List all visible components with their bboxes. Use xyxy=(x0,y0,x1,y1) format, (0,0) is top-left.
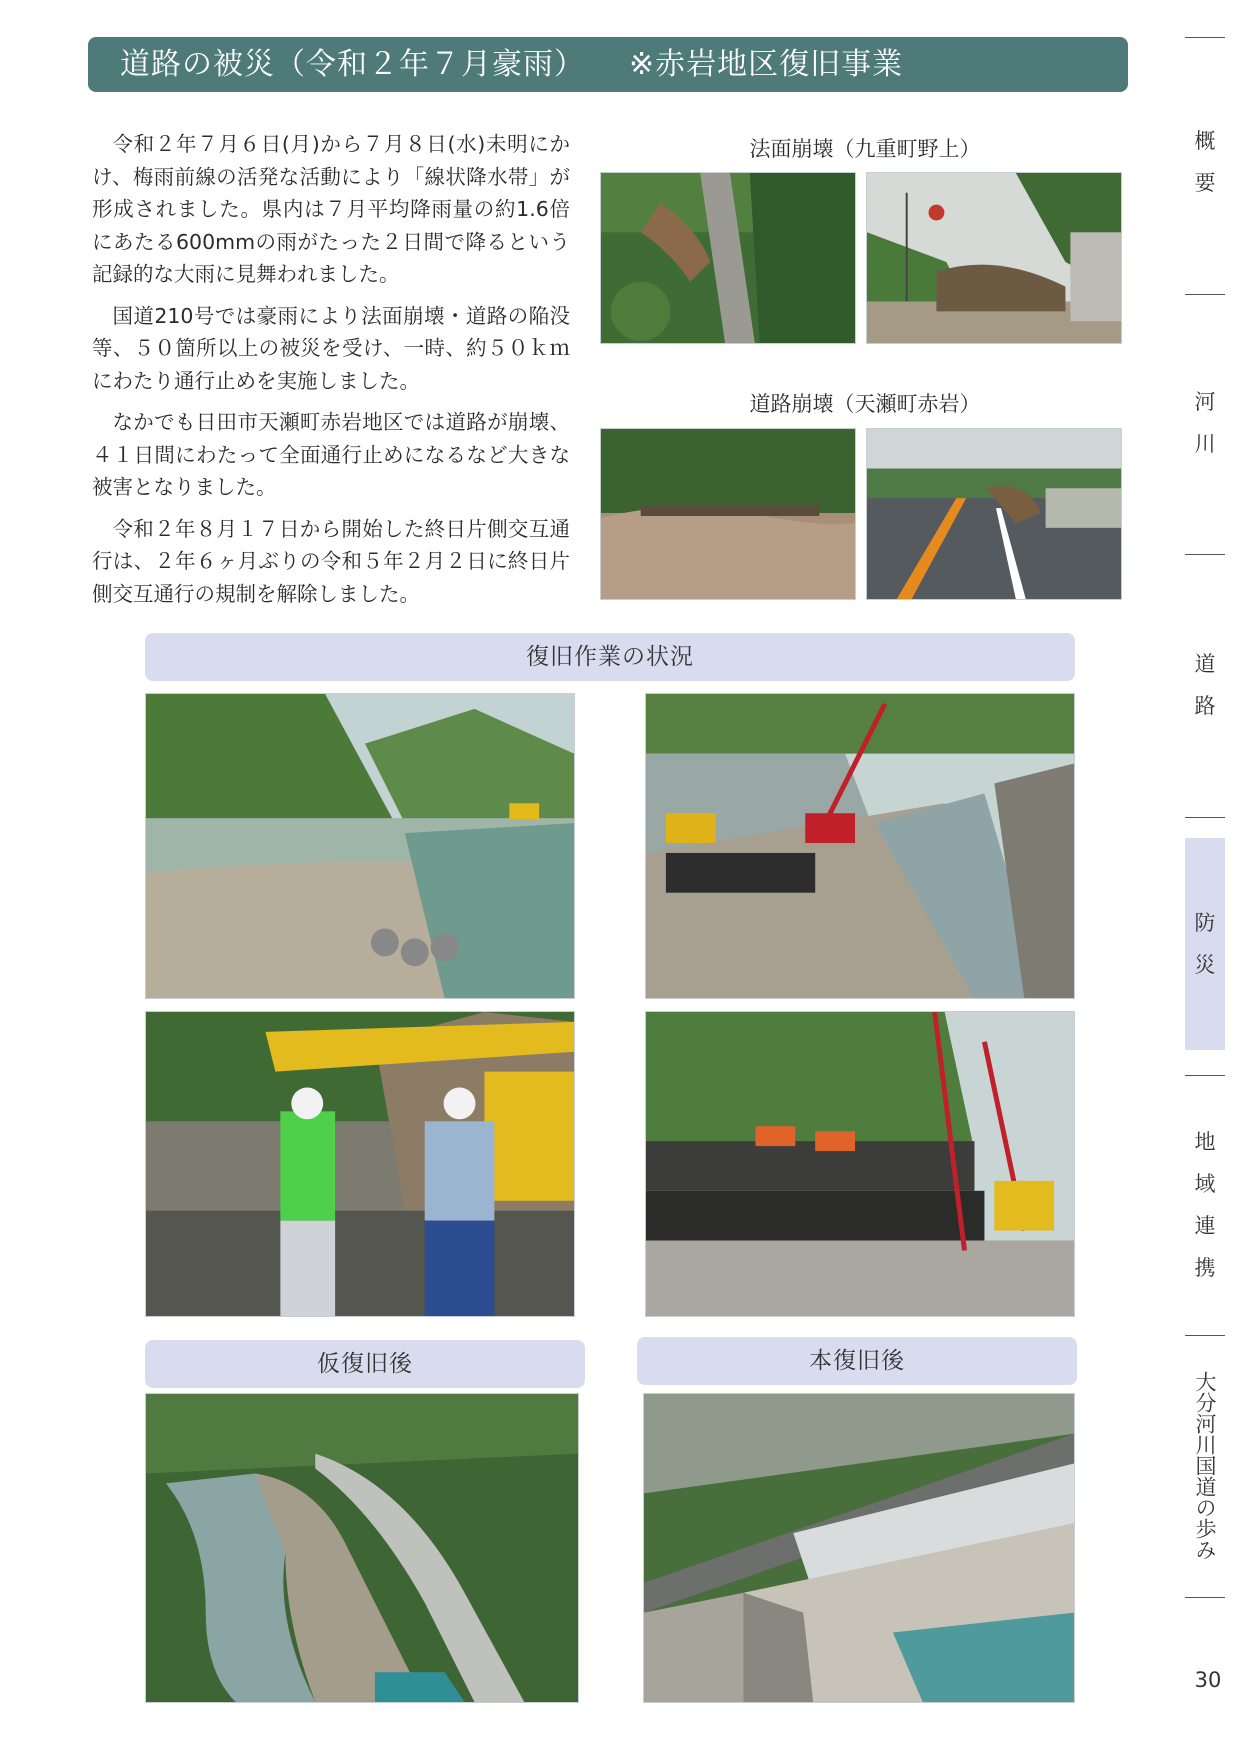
paragraph: 令和２年８月１７日から開始した終日片側交互通行は、２年６ヶ月ぶりの令和５年２月２日に終日片側交互通行の規制を解除しました。 xyxy=(92,516,570,606)
nav-char: 河 xyxy=(1194,390,1216,414)
nav-item-rivers[interactable] xyxy=(1185,381,1225,465)
nav-divider xyxy=(1185,37,1225,38)
page-subtitle: ※赤岩地区復旧事業 xyxy=(629,47,904,82)
page-title: 道路の被災（令和２年７月豪雨） xyxy=(120,47,585,82)
side-navigation xyxy=(1185,0,1240,1755)
nav-char: 携 xyxy=(1194,1256,1216,1280)
caption-slope-collapse: 法面崩壊（九重町野上） xyxy=(749,137,981,161)
photo-permanent-recovery xyxy=(643,1393,1075,1703)
photo-slope-road xyxy=(866,172,1122,344)
nav-divider xyxy=(1185,1075,1225,1076)
body-text xyxy=(92,128,570,619)
nav-char: 概 xyxy=(1194,129,1216,153)
paragraph: 令和２年７月６日(月)から７月８日(水)未明にかけ、梅雨前線の活発な活動により「線状降水帯」が形成されました。県内は７月平均降雨量の約1.6倍にあたる600mmの雨がたった２日間で降るという記録的な大雨に見舞われました。 xyxy=(92,132,570,286)
photo-recovery-1 xyxy=(145,693,575,999)
nav-char: 地 xyxy=(1194,1130,1216,1154)
photo-recovery-2 xyxy=(645,693,1075,999)
section-temporary-recovery: 仮復旧後 xyxy=(145,1340,585,1388)
nav-divider xyxy=(1185,1597,1225,1598)
nav-char: 防 xyxy=(1194,911,1216,935)
nav-divider xyxy=(1185,1335,1225,1336)
section-recovery-work: 復旧作業の状況 xyxy=(145,633,1075,681)
nav-item-overview[interactable] xyxy=(1185,120,1225,204)
paragraph: 国道210号では豪雨により法面崩壊・道路の陥没等、５０箇所以上の被災を受け、一時、約５０ｋｍにわたり通行止めを実施しました。 xyxy=(92,303,570,393)
nav-char: 路 xyxy=(1194,694,1216,718)
caption-road-collapse: 道路崩壊（天瀬町赤岩） xyxy=(749,392,981,416)
nav-char: 道 xyxy=(1194,652,1216,676)
nav-item-roads[interactable] xyxy=(1185,643,1225,727)
nav-char: 川 xyxy=(1194,432,1216,456)
photo-slope-aerial xyxy=(600,172,856,344)
photo-road-river xyxy=(600,428,856,600)
section-permanent-recovery: 本復旧後 xyxy=(637,1337,1077,1385)
page-title-bar xyxy=(88,37,1128,92)
nav-divider xyxy=(1185,817,1225,818)
book-title: 大分河川国道の歩み xyxy=(1193,1370,1217,1560)
nav-item-disaster-prevention[interactable] xyxy=(1185,838,1225,1050)
nav-char: 災 xyxy=(1194,953,1216,977)
nav-char: 域 xyxy=(1194,1172,1216,1196)
photo-recovery-3 xyxy=(145,1011,575,1317)
photo-recovery-4 xyxy=(645,1011,1075,1317)
nav-item-regional-cooperation[interactable] xyxy=(1185,1121,1225,1289)
photo-temporary-recovery xyxy=(145,1393,579,1703)
nav-divider xyxy=(1185,294,1225,295)
page-number: 30 xyxy=(1194,1668,1222,1692)
nav-char: 連 xyxy=(1194,1214,1216,1238)
nav-divider xyxy=(1185,554,1225,555)
photo-road-collapse xyxy=(866,428,1122,600)
paragraph: なかでも日田市天瀬町赤岩地区では道路が崩壊、４１日間にわたって全面通行止めになるなど大きな被害となりました。 xyxy=(92,410,570,499)
nav-char: 要 xyxy=(1194,171,1216,195)
